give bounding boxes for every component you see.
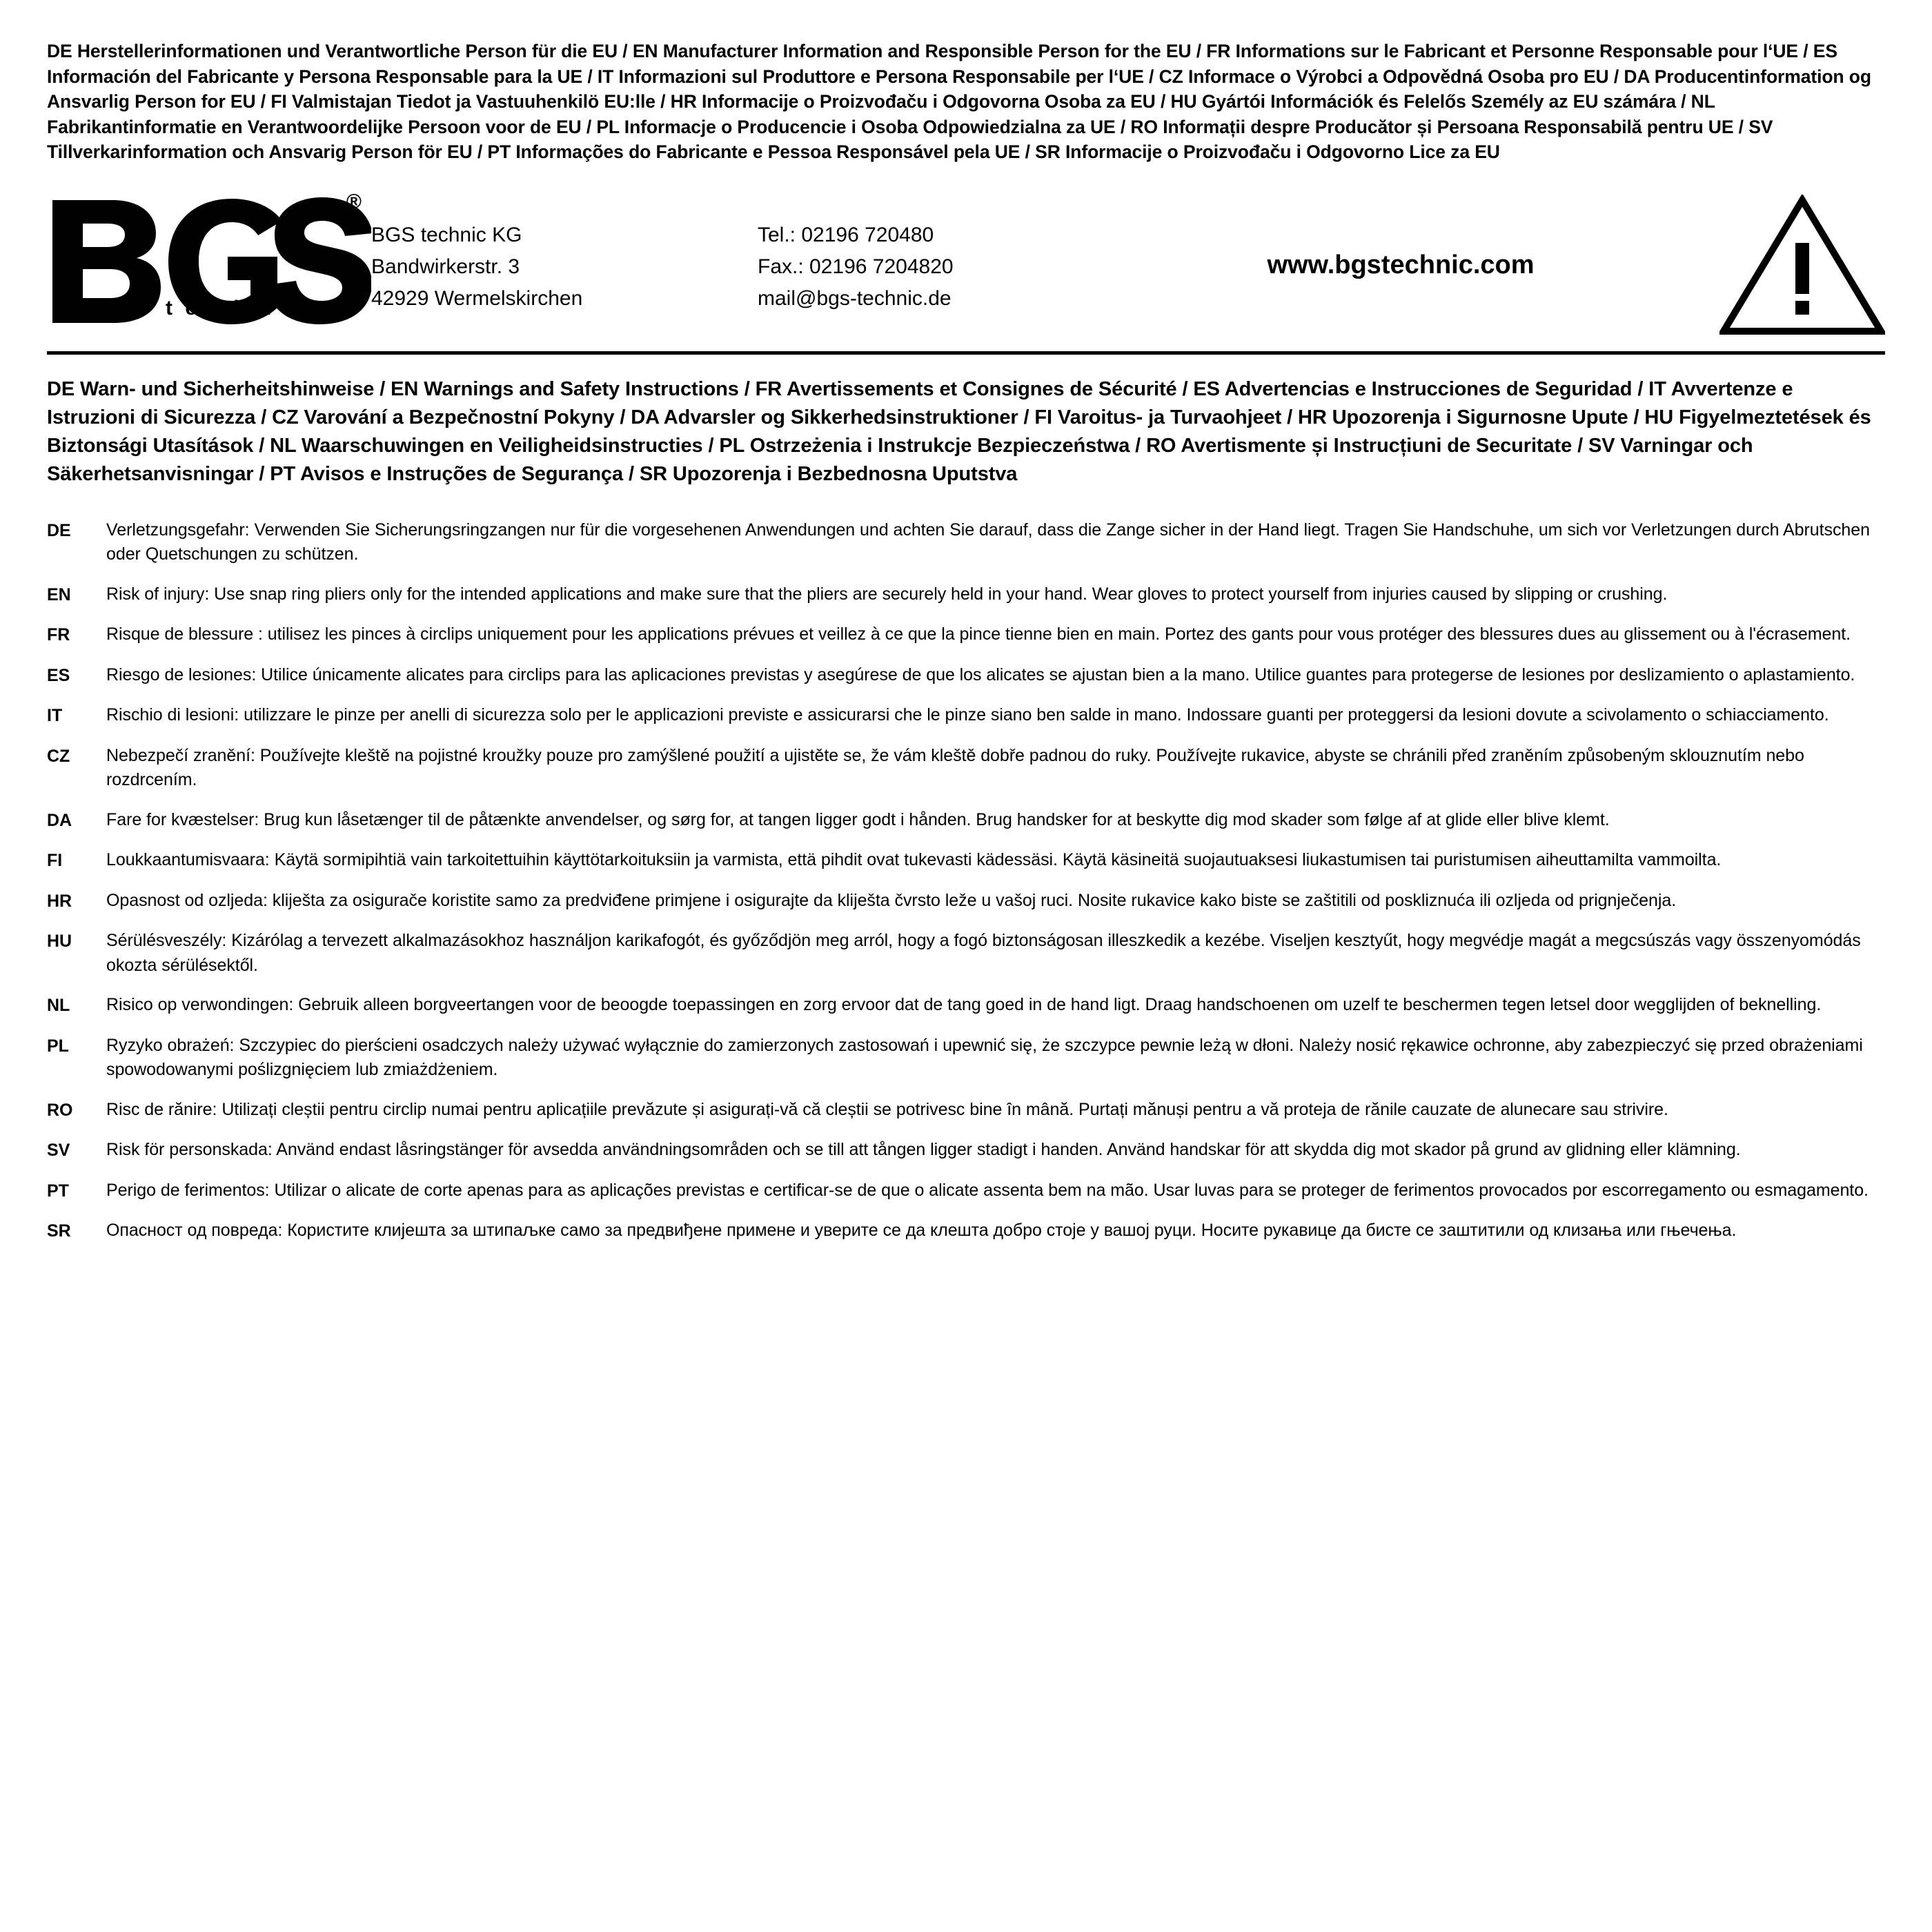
instruction-text: Опасност од повреда: Користите клијешта за штипаљке само за предвиђене примене и уверите се да клешта добро стоје у вашој руци. Носите рукавице да бисте се заштитили од клизања или гњечења. — [106, 1221, 1737, 1240]
instruction-row-de — [47, 518, 1885, 567]
instruction-row-hu — [47, 929, 1885, 978]
language-code: HU — [47, 931, 72, 951]
language-code: FR — [47, 625, 70, 644]
warning-triangle-icon — [1713, 195, 1885, 336]
language-code: DE — [47, 520, 71, 540]
instruction-text: Rischio di lesioni: utilizzare le pinze per anelli di sicurezza solo per le applicazioni previste e assicurarsi che le pinze siano ben salde in mano. Indossare guanti per proteggersi da lesioni dovute a scivolamento o schiacciamento. — [106, 705, 1829, 724]
company-website[interactable]: www.bgstechnic.com — [1267, 250, 1535, 280]
language-code: PT — [47, 1181, 69, 1201]
instruction-text: Risico op verwondingen: Gebruik alleen borgveertangen voor de beoogde toepassingen en zorg ervoor dat de tang goed in de hand ligt. Draag handschoenen om uzelf te beschermen tegen letsel door wegglijden of beknelling. — [106, 995, 1822, 1014]
instruction-row-sr — [47, 1219, 1885, 1244]
company-tel: Tel.: 02196 720480 — [758, 224, 934, 247]
company-street: Bandwirkerstr. 3 — [371, 255, 520, 279]
instruction-text: Riesgo de lesiones: Utilice únicamente alicates para circlips para las aplicaciones previstas y asegúrese de que los alicates se ajustan bien a la mano. Utilice guantes para protegerse de lesiones por deslizamiento o aplastamiento. — [106, 664, 1855, 684]
instruction-row-cz — [47, 744, 1885, 793]
instruction-text: Loukkaantumisvaara: Käytä sormipihtiä vain tarkoitettuihin käyttötarkoituksiin ja varmista, että pihdit ovat tukevasti kädessäsi. Käytä käsineitä suojautuaksesi liukastumisen tai puristumisen aiheuttamilta vammoilta. — [106, 850, 1722, 869]
instruction-row-pl — [47, 1034, 1885, 1083]
language-code: IT — [47, 706, 63, 725]
instruction-text: Fare for kvæstelser: Brug kun låsetænger til de påtænkte anvendelser, og sørg for, at tangen ligger godt i hånden. Brug handsker for at beskytte dig mod skader som følge af at glide eller blive klemt. — [106, 809, 1610, 829]
bgs-logo — [47, 190, 371, 338]
language-code: EN — [47, 584, 71, 604]
language-code: SR — [47, 1221, 71, 1241]
language-code: NL — [47, 996, 70, 1015]
instruction-row-es — [47, 663, 1885, 689]
company-city: 42929 Wermelskirchen — [371, 286, 583, 310]
instruction-text: Risk för personskada: Använd endast låsringstänger för avsedda användningsområden och se till att tången ligger stadigt i handen. Använd handskar för att skydda dig mot skador på grund av glidning eller klämning. — [106, 1140, 1741, 1159]
language-code: ES — [47, 665, 70, 685]
instruction-text: Opasnost od ozljeda: kliješta za osigurače koristite samo za predviđene primjene i osigurajte da kliješta čvrsto leže u vašoj ruci. Nosite rukavice kako biste se zaštitili od poskliznuća ili ozljeda od prignječenja. — [106, 890, 1677, 910]
instructions-list — [43, 518, 1889, 1244]
language-code: CZ — [47, 746, 70, 766]
company-email[interactable]: mail@bgs-technic.de — [758, 286, 952, 310]
language-code: DA — [47, 810, 72, 830]
warnings-heading: DE Warn- und Sicherheitshinweise / EN Warnings and Safety Instructions / FR Avertissements et Consignes de Sécurité / ES Advertencias e Instrucciones de Seguridad / IT Avvertenze e Istruzioni di Sicurezza / CZ Varování a Bezpečnostní Pokyny / DA Advarsler og Sikkerhedsinstruktioner / FI Varoitus- ja Turvaohjeet / HR Upozorenja i Sigurnosne Upute / HU Figyelmeztetések és Biztonsági Utasítások / NL Waarschuwingen en Veiligheidsinstructies / PL Ostrzeżenia i Instrukcje Bezpieczeństwa / RO Avertismente și Instrucțiuni de Securitate / SV Varningar och Säkerhetsanvisningar / PT Avisos e Instruções de Segurança / SR Upozorenja i Bezbednosna Uputstva — [47, 377, 1871, 486]
company-contact — [758, 217, 1116, 314]
instruction-text: Sérülésveszély: Kizárólag a tervezett alkalmazásokhoz használjon karikafogót, és győződjön meg arról, hogy a fogó biztonságosan illeszkedik a kezébe. Viseljen kesztyűt, hogy megvédje magát a megcsúszás vagy összenyomódás okozta sérülésektől. — [106, 931, 1861, 975]
company-address — [371, 217, 758, 314]
instruction-row-fi — [47, 848, 1885, 874]
header-divider — [47, 351, 1885, 355]
instruction-text: Risque de blessure : utilisez les pinces à circlips uniquement pour les applications prévues et veillez à ce que la pince tienne bien en main. Portez des gants pour vous protéger des blessures dues au glissement ou à l'écrasement. — [106, 624, 1851, 644]
language-code: HR — [47, 891, 72, 911]
instruction-text: Risk of injury: Use snap ring pliers only for the intended applications and make sure that the pliers are securely held in your hand. Wear gloves to protect yourself from injuries caused by slipping or crushing. — [106, 584, 1668, 604]
manufacturer-info-heading: DE Herstellerinformationen und Verantwortliche Person für die EU / EN Manufacturer Information and Responsible Person for the EU / FR Informations sur le Fabricant et Personne Responsable pour l‘UE / ES Información del Fabricante y Persona Responsable para la UE / IT Informazioni sul Produttore e Persona Responsabile per l‘UE / CZ Informace o Výrobci a Odpovědná Osoba pro EU / DA Producentinformation og Ansvarlig Person for EU / FI Valmistajan Tiedot ja Vastuuhenkilö EU:lle / HR Informacije o Proizvođaču i Odgovorna Osoba za EU / HU Gyártói Információk és Felelős Személy az EU számára / NL Fabrikantinformatie en Verantwoordelijke Persoon voor de EU / PL Informacje o Producencie i Osoba Odpowiedzialna za UE / RO Informații despre Producător și Persoana Responsabilă pentru UE / SV Tillverkarinformation och Ansvarig Person för EU / PT Informações do Fabricante e Pessoa Responsável pela UE / SR Informacije o Proizvođaču i Odgovorno Lice za EU — [47, 41, 1871, 163]
instruction-text: Risc de rănire: Utilizați cleștii pentru circlip numai pentru aplicațiile prevăzute și asigurați-vă că cleștii se potrivesc bine în mână. Purtați mănuși pentru a vă proteja de rănile cauzate de alunecare sau strivire. — [106, 1099, 1668, 1119]
instruction-row-hr — [47, 889, 1885, 914]
instruction-row-en — [47, 582, 1885, 608]
language-code: PL — [47, 1036, 69, 1056]
instruction-row-pt — [47, 1179, 1885, 1204]
company-header — [43, 183, 1889, 348]
registered-trademark-icon: ® — [346, 190, 362, 213]
language-code: SV — [47, 1141, 70, 1160]
warning-triangle-graphic — [1719, 195, 1885, 336]
instruction-row-ro — [47, 1098, 1885, 1123]
bgs-logo-subtext: t e c h n i c — [166, 296, 318, 319]
instruction-text: Verletzungsgefahr: Verwenden Sie Sicherungsringzangen nur für die vorgesehenen Anwendungen und achten Sie darauf, dass die Zange sicher in der Hand liegt. Tragen Sie Handschuhe, um sich vor Verletzungen durch Abrutschen oder Quetschungen zu schützen. — [106, 520, 1870, 564]
instruction-row-nl — [47, 993, 1885, 1018]
instruction-text: Perigo de ferimentos: Utilizar o alicate de corte apenas para as aplicações previstas e certificar-se de que o alicate assenta bem na mão. Usar luvas para se proteger de ferimentos provocados por escorregamento ou esmagamento. — [106, 1180, 1869, 1200]
instruction-row-it — [47, 703, 1885, 729]
instruction-row-da — [47, 808, 1885, 834]
instruction-text: Nebezpečí zranění: Používejte kleště na pojistné kroužky pouze pro zamýšlené použití a ujistěte se, že vám kleště dobře padnou do ruky. Používejte rukavice, abyste se chránili před zraněním způsobeným sklouznutím nebo rozdrcením. — [106, 745, 1804, 789]
instruction-row-sv — [47, 1138, 1885, 1163]
company-fax: Fax.: 02196 7204820 — [758, 255, 954, 279]
instruction-row-fr — [47, 622, 1885, 648]
instruction-text: Ryzyko obrażeń: Szczypiec do pierścieni osadczych należy używać wyłącznie do zamierzonych zastosowań i upewnić się, że szczypce pewnie leżą w dłoni. Należy nosić rękawice ochronne, aby zabezpieczyć się przed obrażeniami spowodowanymi poślizgnięciem lub zmiażdżeniem. — [106, 1035, 1863, 1079]
language-code: FI — [47, 851, 63, 870]
language-code: RO — [47, 1100, 73, 1120]
company-name: BGS technic KG — [371, 224, 522, 247]
